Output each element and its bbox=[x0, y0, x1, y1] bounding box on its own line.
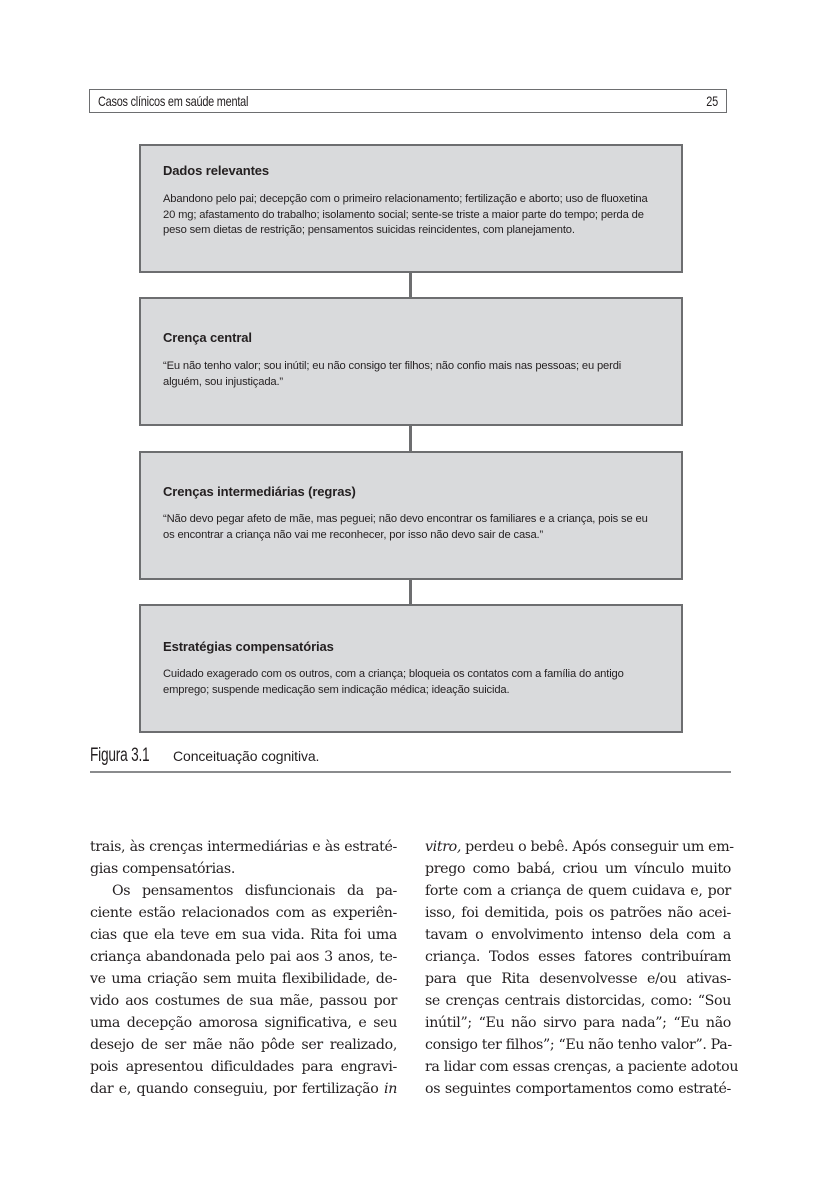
box-core-belief bbox=[139, 297, 683, 426]
box-text: Abandono pelo pai; decepção com o primeiro relacionamento; fertilização e aborto; uso de fluoxetina 20 mg; afastamento do trabalho; isolamento social; sente-se triste a maior parte do tempo; perda de peso sem dietas de restrição; pensamentos suicidas reincidentes, com planejamento. bbox=[163, 193, 648, 236]
box-heading: Crenças intermediárias (regras) bbox=[163, 484, 356, 499]
text-line: pois apresentou dificuldades para engravi- bbox=[90, 1059, 397, 1075]
box-heading: Estratégias compensatórias bbox=[163, 639, 334, 654]
text-line: gias compensatórias. bbox=[90, 861, 235, 877]
connector-line bbox=[409, 272, 412, 298]
body-column-left bbox=[90, 836, 397, 1100]
text-line: forte com a criança de quem cuidava e, por bbox=[425, 883, 731, 899]
text-line: ve uma criação sem muita flexibilidade, de- bbox=[90, 971, 397, 987]
text-line: uma decepção amorosa significativa, e seu bbox=[90, 1015, 397, 1031]
page-number: 25 bbox=[706, 93, 718, 109]
text-line: ciente estão relacionados com as experiên- bbox=[90, 905, 397, 921]
box-heading: Crença central bbox=[163, 330, 252, 345]
connector-line bbox=[409, 425, 412, 451]
text-line: vido aos costumes de sua mãe, passou por bbox=[90, 993, 397, 1009]
text-line: os seguintes comportamentos como estraté- bbox=[425, 1081, 731, 1097]
box-heading: Dados relevantes bbox=[163, 163, 270, 178]
text-line: desejo de ser mãe não pôde ser realizado, bbox=[90, 1037, 397, 1053]
box-text: “Não devo pegar afeto de mãe, mas peguei; não devo encontrar os familiares e a criança, pois se eu os encontrar a criança não vai me reconhecer, por isso não devo sair de casa.” bbox=[163, 513, 648, 541]
text-line: trais, às crenças intermediárias e às estraté- bbox=[90, 839, 397, 855]
running-header bbox=[89, 89, 727, 113]
box-intermediate-beliefs bbox=[139, 451, 683, 580]
figure-caption-text: Conceituação cognitiva. bbox=[173, 748, 320, 764]
box-text: “Eu não tenho valor; sou inútil; eu não consigo ter filhos; não confio mais nas pessoas; eu perdi alguém, sou injustiçada.” bbox=[163, 360, 622, 388]
box-text: Cuidado exagerado com os outros, com a criança; bloqueia os contatos com a família do antigo emprego; suspende medicação sem indicação médica; ideação suicida. bbox=[163, 668, 624, 696]
text-line-with-italic bbox=[90, 1078, 397, 1100]
text-line: ra lidar com essas crenças, a paciente adotou bbox=[425, 1059, 739, 1075]
body-column-right bbox=[425, 836, 739, 1100]
text-line: cias que ela teve em sua vida. Rita foi uma bbox=[90, 927, 397, 943]
text-line: prego como babá, criou um vínculo muito bbox=[425, 861, 731, 877]
text-line: criança. Todos esses fatores contribuíram bbox=[425, 949, 731, 965]
text-line: consigo ter filhos”; “Eu não tenho valor”. Pa- bbox=[425, 1037, 732, 1053]
figure-caption bbox=[90, 745, 731, 773]
text-line: para que Rita desenvolvesse e/ou ativas- bbox=[425, 971, 731, 987]
text-segment: perdeu o bebê. Após conseguir um em- bbox=[465, 839, 734, 855]
figure-label: Figura 3.1 bbox=[90, 745, 150, 766]
text-line: se crenças centrais distorcidas, como: “Sou bbox=[425, 993, 731, 1009]
text-line: inútil”; “Eu não sirvo para nada”; “Eu não bbox=[425, 1015, 731, 1031]
text-line: Os pensamentos disfuncionais da pa- bbox=[112, 883, 397, 899]
text-segment: dar e, quando conseguiu, por fertilização bbox=[90, 1081, 379, 1097]
box-compensatory-strategies bbox=[139, 604, 683, 733]
text-line: isso, foi demitida, pois os patrões não acei- bbox=[425, 905, 731, 921]
text-line-with-italic bbox=[425, 836, 734, 858]
connector-line bbox=[409, 579, 412, 605]
running-title: Casos clínicos em saúde mental bbox=[98, 93, 249, 109]
italic-term: vitro, bbox=[425, 839, 461, 855]
text-line: criança abandonada pelo pai aos 3 anos, te- bbox=[90, 949, 397, 965]
text-line: tavam o envolvimento intenso dela com a bbox=[425, 927, 731, 943]
box-relevant-data bbox=[139, 144, 683, 273]
italic-term: in bbox=[384, 1081, 397, 1097]
